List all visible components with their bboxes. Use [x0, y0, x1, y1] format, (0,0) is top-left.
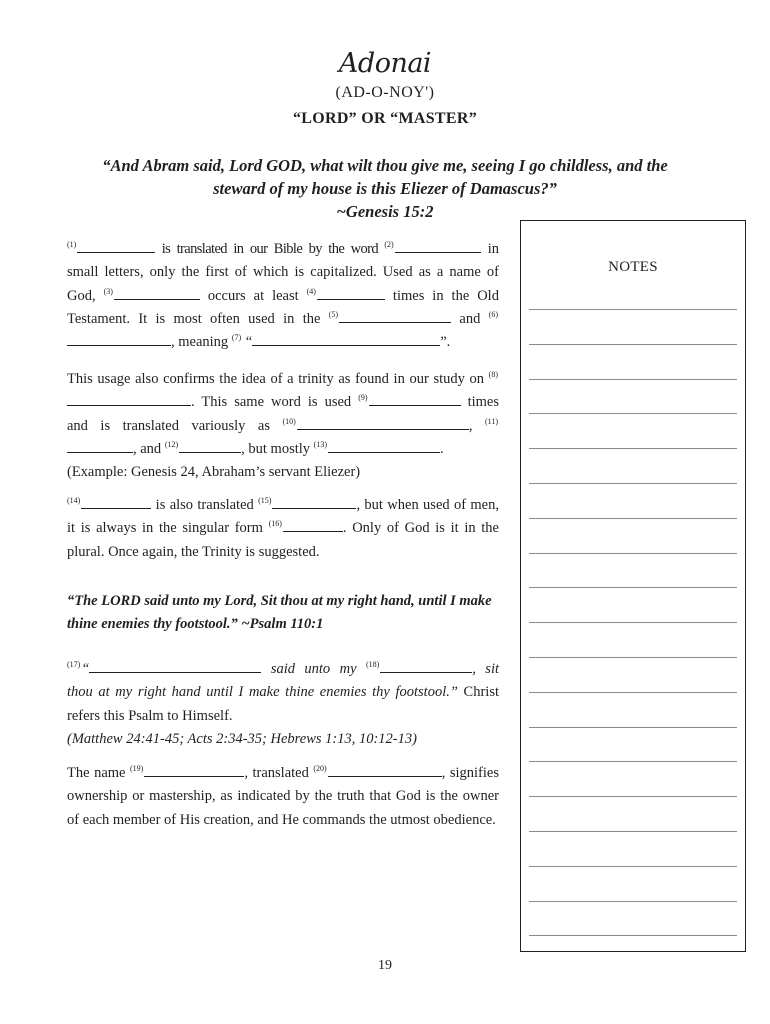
page-title: Adonai	[338, 48, 432, 79]
notes-line[interactable]	[529, 796, 737, 797]
notes-line[interactable]	[529, 553, 737, 554]
text: and	[451, 310, 489, 327]
blank-number: (7)	[231, 333, 242, 343]
notes-line[interactable]	[529, 866, 737, 867]
text: in small letters, only the first of which is capitalized. Used as a name of God,	[67, 241, 499, 304]
notes-line[interactable]	[529, 692, 737, 693]
notes-line[interactable]	[529, 622, 737, 623]
psalm-quote: “The LORD said unto my Lord, Sit thou at my right hand, until I make thine enemies thy footstool.” ~Psalm 110:1	[67, 593, 492, 633]
subtitle: “LORD” OR “MASTER”	[292, 110, 478, 127]
blank-number: (20)	[313, 764, 327, 774]
opening-quote-reference: ~Genesis 15:2	[336, 202, 434, 221]
text: The name	[67, 765, 130, 781]
notes-line[interactable]	[529, 587, 737, 588]
notes-label: NOTES	[608, 259, 658, 275]
text: Christ refers this Psalm to Himself.	[67, 684, 499, 724]
text: , but when used of men, it is always in the singular form	[67, 497, 499, 537]
blank-6[interactable]	[67, 331, 171, 346]
paragraph-4	[67, 658, 499, 751]
notes-line[interactable]	[529, 344, 737, 345]
blank-number: (8)	[488, 370, 498, 380]
blank-7[interactable]	[252, 331, 440, 346]
blank-13[interactable]	[328, 438, 440, 453]
notes-box	[520, 220, 746, 952]
notes-line[interactable]	[529, 901, 737, 902]
paragraph-3	[67, 494, 499, 564]
blank-number: (11)	[484, 416, 498, 426]
notes-line[interactable]	[529, 518, 737, 519]
blank-number: (17)	[67, 660, 81, 670]
blank-number: (18)	[365, 660, 380, 670]
blank-15[interactable]	[272, 494, 356, 509]
text: times in the Old Testament. It is most often used in the	[67, 287, 499, 327]
blank-number: (10)	[282, 416, 296, 426]
example-text: (Example: Genesis 24, Abraham’s servant Eliezer)	[67, 464, 361, 481]
blank-16[interactable]	[283, 517, 343, 532]
text: This usage also confirms the idea of a trinity as found in our study on	[67, 371, 489, 387]
pronunciation: (AD-O-NOY')	[335, 84, 435, 101]
blank-12[interactable]	[179, 438, 241, 453]
notes-line[interactable]	[529, 761, 737, 762]
blank-number: (16)	[268, 519, 282, 529]
blank-number: (9)	[358, 393, 368, 403]
paragraph-1	[67, 238, 499, 354]
text: times and is translated variously as	[67, 394, 499, 434]
notes-line[interactable]	[529, 727, 737, 728]
blank-19[interactable]	[144, 762, 244, 777]
blank-number: (13)	[313, 440, 327, 450]
blank-number: (15)	[258, 496, 272, 506]
text: , but mostly	[241, 440, 314, 457]
blank-20[interactable]	[328, 762, 442, 777]
blank-8[interactable]	[67, 391, 191, 406]
blank-number: (1)	[67, 240, 77, 250]
blank-3[interactable]	[114, 285, 200, 300]
text: , translated	[244, 765, 314, 781]
notes-line[interactable]	[529, 413, 737, 414]
blank-10[interactable]	[297, 415, 469, 430]
blank-number: (6)	[488, 310, 499, 320]
blank-9[interactable]	[369, 391, 461, 406]
text: . Only of God is it in the plural. Once again, the Trinity is suggested.	[67, 520, 499, 560]
paragraph-2	[67, 368, 499, 484]
page-number: 19	[378, 958, 392, 973]
text: said unto my	[261, 661, 366, 677]
blank-17[interactable]	[89, 658, 261, 673]
blank-number: (4)	[306, 286, 316, 296]
blank-number: (2)	[384, 240, 394, 250]
text: , meaning	[171, 334, 232, 351]
text: . This same word is used	[191, 394, 359, 411]
blank-4[interactable]	[317, 285, 385, 300]
text: , signifies ownership or mastership, as indicated by the truth that God is the owner of each member of His creation, and He commands the utmost obedience.	[67, 765, 499, 828]
blank-11[interactable]	[67, 438, 133, 453]
blank-number: (19)	[130, 764, 144, 774]
text: is translated in our Bible by the word	[155, 241, 385, 257]
blank-number: (3)	[103, 286, 113, 296]
blank-number: (14)	[67, 496, 81, 506]
text: , sit thou at my right hand until I make thine enemies thy footstool.”	[67, 661, 500, 701]
scripture-references: (Matthew 24:41-45; Acts 2:34-35; Hebrews 1:13, 10:12-13)	[67, 730, 417, 747]
blank-14[interactable]	[81, 494, 151, 509]
notes-line[interactable]	[529, 309, 737, 310]
text: ”.	[440, 334, 451, 351]
text: “	[81, 661, 90, 677]
notes-line[interactable]	[529, 831, 737, 832]
blank-number: (12)	[164, 440, 179, 450]
blank-1[interactable]	[77, 238, 155, 253]
text: is also translated	[151, 497, 259, 513]
notes-line[interactable]	[529, 483, 737, 484]
opening-quote-text: “And Abram said, Lord GOD, what wilt thou give me, seeing I go childless, and the steward of my house is this Eliezer of Damascus?”	[102, 156, 668, 198]
notes-line[interactable]	[529, 448, 737, 449]
paragraph-5	[67, 762, 499, 832]
text: occurs at least	[199, 287, 307, 304]
blank-2[interactable]	[395, 238, 481, 253]
text: .	[439, 440, 444, 457]
blank-18[interactable]	[380, 658, 472, 673]
text: ,	[468, 417, 485, 434]
opening-quote	[80, 154, 690, 223]
blank-number: (5)	[328, 310, 339, 320]
notes-line[interactable]	[529, 935, 737, 936]
text: , and	[133, 440, 165, 457]
text: “	[242, 334, 253, 351]
notes-line[interactable]	[529, 379, 737, 380]
blank-5[interactable]	[339, 308, 451, 323]
notes-line[interactable]	[529, 657, 737, 658]
